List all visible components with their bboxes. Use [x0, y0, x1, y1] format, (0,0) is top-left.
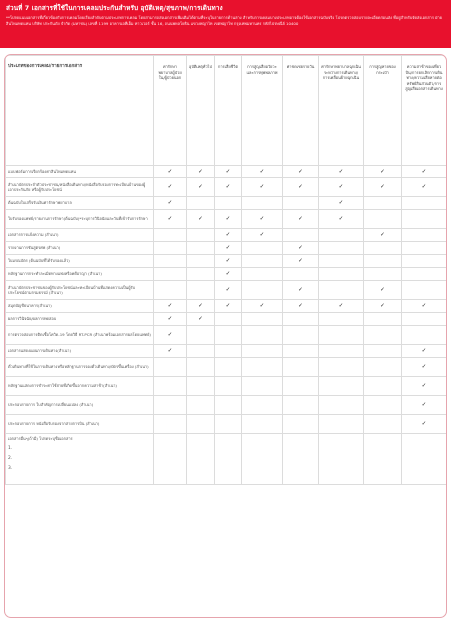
document-label: สมุดบัญชีธนาคาร(สำเนา)	[6, 300, 154, 313]
checkmark-cell	[242, 358, 283, 377]
checkmark-cell	[242, 345, 283, 358]
table-row	[6, 377, 447, 396]
checkmark-cell	[242, 242, 283, 255]
checkmark-cell	[154, 434, 187, 485]
checkmark-cell	[364, 268, 402, 281]
table-row	[6, 313, 447, 326]
checkmark-cell	[215, 434, 242, 485]
checkmark-cell	[283, 313, 319, 326]
column-header: การสูญหายของกระเป๋า	[364, 56, 402, 166]
checkmark-cell	[215, 377, 242, 396]
checkmark-cell	[319, 434, 364, 485]
table-row	[6, 197, 447, 210]
checkmark-cell: ✓	[187, 166, 215, 178]
checkmark-cell: ✓	[402, 396, 447, 415]
checkmark-cell: ✓	[283, 242, 319, 255]
checkmark-cell: ✓	[154, 197, 187, 210]
document-label: ต้นฉบับใบเสร็จรับเงินค่ารักษาพยาบาล	[6, 197, 154, 210]
checkmark-cell	[402, 434, 447, 485]
document-label: ประกอบรายการ หนังสือรับรองจากสายการบิน (สำเนา)	[6, 415, 154, 434]
checkmark-cell: ✓	[242, 210, 283, 229]
table-row	[6, 434, 447, 485]
checkmark-cell	[187, 377, 215, 396]
checkmark-cell: ✓	[187, 313, 215, 326]
document-label: ใบมรณบัตร (ต้นฉบับที่ได้รับรองแล้ว)	[6, 255, 154, 268]
checkmark-cell	[215, 326, 242, 345]
checkmark-cell	[187, 229, 215, 242]
document-label: ใบรับรองแพทย์/รายงานการรักษา(ต้นฉบับ)*ระบุการวินิจฉัยและวันที่เข้ารับการรักษา	[6, 210, 154, 229]
checkmark-cell	[319, 268, 364, 281]
checkmark-cell	[242, 377, 283, 396]
documents-table-frame	[4, 54, 447, 618]
blank-line-number: 3.	[8, 466, 13, 472]
checkmark-cell: ✓	[215, 178, 242, 197]
checkmark-cell	[319, 229, 364, 242]
checkmark-cell: ✓	[215, 242, 242, 255]
column-header: ค่ารักษาพยาบาลผู้ป่วยใน/ผู้ป่วยนอก	[154, 56, 187, 166]
checkmark-cell	[187, 345, 215, 358]
checkmark-cell: ✓	[215, 300, 242, 313]
checkmark-cell: ✓	[319, 300, 364, 313]
checkmark-cell	[154, 242, 187, 255]
other-docs-label: เอกสารอื่นๆ(ถ้ามี) โปรดระบุชื่อเอกสาร	[8, 436, 73, 441]
checkmark-cell	[187, 281, 215, 300]
checkmark-cell: ✓	[242, 166, 283, 178]
checkmark-cell	[187, 268, 215, 281]
document-label: สำเนาบัตรประชาชนของผู้รับประโยชน์และทะเบียนบ้านที่แสดงความเป็นผู้รับประโยชน์ตามกรมธรรม์ (สำเนา)	[6, 281, 154, 300]
checkmark-cell	[402, 197, 447, 210]
document-label: ผลการวินิจฉัย/ผลการทดสอบ	[6, 313, 154, 326]
checkmark-cell	[319, 326, 364, 345]
table-row	[6, 300, 447, 313]
checkmark-cell	[364, 242, 402, 255]
column-header: การสูญเสียอวัยวะและการทุพพลภาพ	[242, 56, 283, 166]
checkmark-cell	[319, 415, 364, 434]
checkmark-cell: ✓	[187, 210, 215, 229]
checkmark-cell	[402, 281, 447, 300]
checkmark-cell: ✓	[319, 197, 364, 210]
checkmark-cell	[242, 255, 283, 268]
checkmark-cell	[215, 415, 242, 434]
checkmark-cell	[402, 326, 447, 345]
checkmark-cell	[319, 358, 364, 377]
documents-table	[5, 55, 447, 485]
checkmark-cell	[364, 434, 402, 485]
checkmark-cell	[154, 281, 187, 300]
table-row	[6, 281, 447, 300]
table-row	[6, 345, 447, 358]
section-header	[0, 0, 451, 48]
checkmark-cell	[187, 415, 215, 434]
checkmark-cell	[402, 255, 447, 268]
checkmark-cell	[215, 358, 242, 377]
checkmark-cell: ✓	[215, 229, 242, 242]
checkmark-cell: ✓	[283, 281, 319, 300]
checkmark-cell	[402, 210, 447, 229]
checkmark-cell: ✓	[242, 300, 283, 313]
checkmark-cell	[242, 396, 283, 415]
checkmark-cell	[215, 396, 242, 415]
column-header: ความล่าช้าของเที่ยวบิน/การยกเลิกการเดินทาง/ความเสียหายต่อทรัพย์สินส่วนตัว/การสูญเสียเอกสารเดินทาง	[402, 56, 447, 166]
table-header-row	[6, 56, 447, 166]
table-row	[6, 229, 447, 242]
checkmark-cell: ✓	[154, 345, 187, 358]
checkmark-cell	[364, 313, 402, 326]
document-label: สำเนาบัตรประจำตัวประชาชน/หนังสือเดินทาง/หนังสือรับรองการทะเบียนบ้านของผู้เอาประกันภัย หรือผู้รับประโยชน์	[6, 178, 154, 197]
checkmark-cell	[187, 242, 215, 255]
checkmark-cell	[154, 255, 187, 268]
checkmark-cell: ✓	[364, 300, 402, 313]
column-header: ค่าชดเชยรายวัน	[283, 56, 319, 166]
table-row	[6, 166, 447, 178]
checkmark-cell: ✓	[283, 255, 319, 268]
checkmark-cell: ✓	[402, 358, 447, 377]
checkmark-cell	[215, 313, 242, 326]
checkmark-cell: ✓	[187, 300, 215, 313]
checkmark-cell	[402, 229, 447, 242]
checkmark-cell	[283, 434, 319, 485]
table-row	[6, 268, 447, 281]
checkmark-cell	[402, 242, 447, 255]
checkmark-cell	[242, 313, 283, 326]
checkmark-cell	[154, 229, 187, 242]
table-row	[6, 242, 447, 255]
checkmark-cell	[283, 415, 319, 434]
checkmark-cell: ✓	[402, 300, 447, 313]
checkmark-cell: ✓	[242, 178, 283, 197]
checkmark-cell	[319, 396, 364, 415]
checkmark-cell	[283, 377, 319, 396]
table-row	[6, 396, 447, 415]
checkmark-cell: ✓	[364, 178, 402, 197]
document-label: หลักฐานการกระทำละเมิดทางแพ่งหรือคดีอาญา (สำเนา)	[6, 268, 154, 281]
checkmark-cell	[364, 345, 402, 358]
column-header: ค่ารักษาพยาบาลฉุกเฉินระหว่างการเดินทาง/การเคลื่อนย้ายฉุกเฉิน	[319, 56, 364, 166]
checkmark-cell	[283, 229, 319, 242]
checkmark-cell	[242, 415, 283, 434]
checkmark-cell	[283, 358, 319, 377]
doc-column-header: ประเภทของการเคลม/รายการเอกสาร	[6, 56, 154, 166]
section-note: **โปรดแนบเอกสารที่เกี่ยวข้องกับการเคลมโดยเรียงลำดับตามประเภทการเคลม โดยสามารถส่งเอกสารเพิ่มเติมได้ตามที่ระบุในรายการด้านล่าง สำหรับการเคลมบางประเภทอาจต้องใช้เอกสารฉบับจริง โปรดตรวจสอบรายละเอียดก่อนส่ง ที่อยู่สำหรับจัดส่งเอกสาร ฝ่ายสินไหมทดแทน บริษัท ประกันภัย จำกัด (มหาชน) เลขที่ 1199 อาคารเอทีเอ็ม ทาวเวอร์ ชั้น 16, ถนนพหลโยธิน แขวงพญาไท เขตพญาไท กรุงเทพมหานคร รหัสไปรษณีย์ 10400	[6, 15, 442, 27]
checkmark-cell: ✓	[364, 281, 402, 300]
blank-line-number: 2.	[8, 456, 13, 462]
checkmark-cell	[364, 377, 402, 396]
checkmark-cell: ✓	[283, 300, 319, 313]
checkmark-cell: ✓	[187, 178, 215, 197]
checkmark-cell: ✓	[283, 210, 319, 229]
checkmark-cell	[319, 242, 364, 255]
checkmark-cell	[283, 326, 319, 345]
checkmark-cell	[364, 255, 402, 268]
checkmark-cell	[215, 345, 242, 358]
document-label	[6, 434, 154, 485]
checkmark-cell	[319, 377, 364, 396]
checkmark-cell: ✓	[364, 166, 402, 178]
checkmark-cell	[364, 210, 402, 229]
document-label: ประกอบรายการ ใบสำคัญการเปลี่ยนแปลง (สำเนา)	[6, 396, 154, 415]
column-header: อุบัติเหตุทั่วไป	[187, 56, 215, 166]
checkmark-cell	[402, 313, 447, 326]
checkmark-cell	[215, 197, 242, 210]
checkmark-cell	[242, 268, 283, 281]
checkmark-cell: ✓	[319, 166, 364, 178]
blank-line-number: 1.	[8, 446, 13, 452]
table-row	[6, 178, 447, 197]
checkmark-cell	[187, 197, 215, 210]
table-row	[6, 255, 447, 268]
checkmark-cell: ✓	[154, 300, 187, 313]
document-label: เอกสารการแจ้งความ (สำเนา)	[6, 229, 154, 242]
checkmark-cell: ✓	[154, 313, 187, 326]
checkmark-cell	[364, 396, 402, 415]
checkmark-cell	[364, 326, 402, 345]
checkmark-cell	[187, 358, 215, 377]
checkmark-cell	[319, 345, 364, 358]
checkmark-cell: ✓	[319, 210, 364, 229]
checkmark-cell	[364, 197, 402, 210]
checkmark-cell: ✓	[215, 281, 242, 300]
checkmark-cell	[187, 255, 215, 268]
checkmark-cell: ✓	[215, 255, 242, 268]
checkmark-cell	[283, 345, 319, 358]
checkmark-cell: ✓	[154, 326, 187, 345]
document-label: รายงานการชันสูตรศพ (สำเนา)	[6, 242, 154, 255]
column-header: การเสียชีวิต	[215, 56, 242, 166]
checkmark-cell	[154, 377, 187, 396]
document-label: แบบฟอร์มการเรียกร้องค่าสินไหมทดแทน	[6, 166, 154, 178]
checkmark-cell	[402, 268, 447, 281]
checkmark-cell	[364, 415, 402, 434]
checkmark-cell	[187, 396, 215, 415]
checkmark-cell: ✓	[154, 166, 187, 178]
checkmark-cell	[242, 197, 283, 210]
checkmark-cell	[187, 326, 215, 345]
checkmark-cell: ✓	[215, 210, 242, 229]
checkmark-cell: ✓	[319, 178, 364, 197]
document-label: ตั๋วเดินทางที่ใช้ในการเดินทางหรือหลักฐานการจองตั๋วเดินทาง/บัตรขึ้นเครื่อง (สำเนา)	[6, 358, 154, 377]
document-label: การตรวจสอบการติดเชื้อโควิด-19 โดยวิธี RT-PCR (สำเนาพร้อมเอกสารผลโดยแพทย์)	[6, 326, 154, 345]
checkmark-cell	[154, 396, 187, 415]
checkmark-cell: ✓	[154, 178, 187, 197]
checkmark-cell: ✓	[402, 377, 447, 396]
checkmark-cell	[319, 313, 364, 326]
checkmark-cell	[319, 281, 364, 300]
checkmark-cell: ✓	[215, 268, 242, 281]
table-row	[6, 358, 447, 377]
checkmark-cell: ✓	[364, 229, 402, 242]
checkmark-cell	[283, 268, 319, 281]
document-label: หลักฐานแสดงการชำระค่าใช้จ่ายที่เกิดขึ้นจากความล่าช้า(สำเนา)	[6, 377, 154, 396]
checkmark-cell: ✓	[402, 178, 447, 197]
checkmark-cell	[319, 255, 364, 268]
checkmark-cell: ✓	[242, 229, 283, 242]
checkmark-cell	[242, 434, 283, 485]
checkmark-cell	[154, 415, 187, 434]
checkmark-cell: ✓	[215, 166, 242, 178]
checkmark-cell	[242, 326, 283, 345]
checkmark-cell: ✓	[154, 210, 187, 229]
checkmark-cell	[283, 396, 319, 415]
table-body	[6, 166, 447, 485]
checkmark-cell: ✓	[402, 166, 447, 178]
checkmark-cell	[154, 268, 187, 281]
table-row	[6, 415, 447, 434]
checkmark-cell	[283, 197, 319, 210]
checkmark-cell: ✓	[283, 166, 319, 178]
checkmark-cell: ✓	[402, 415, 447, 434]
checkmark-cell	[187, 434, 215, 485]
table-row	[6, 210, 447, 229]
checkmark-cell	[242, 281, 283, 300]
section-title: ส่วนที่ 7 เอกสารที่ใช้ในการเคลมประกันสำหรับ อุบัติเหตุ/สุขภาพ/การเดินทาง	[6, 4, 223, 12]
document-label: เอกสารแสดงแผนการเดินทาง(สำเนา)	[6, 345, 154, 358]
checkmark-cell: ✓	[402, 345, 447, 358]
checkmark-cell: ✓	[283, 178, 319, 197]
checkmark-cell	[154, 358, 187, 377]
checkmark-cell	[364, 358, 402, 377]
table-row	[6, 326, 447, 345]
